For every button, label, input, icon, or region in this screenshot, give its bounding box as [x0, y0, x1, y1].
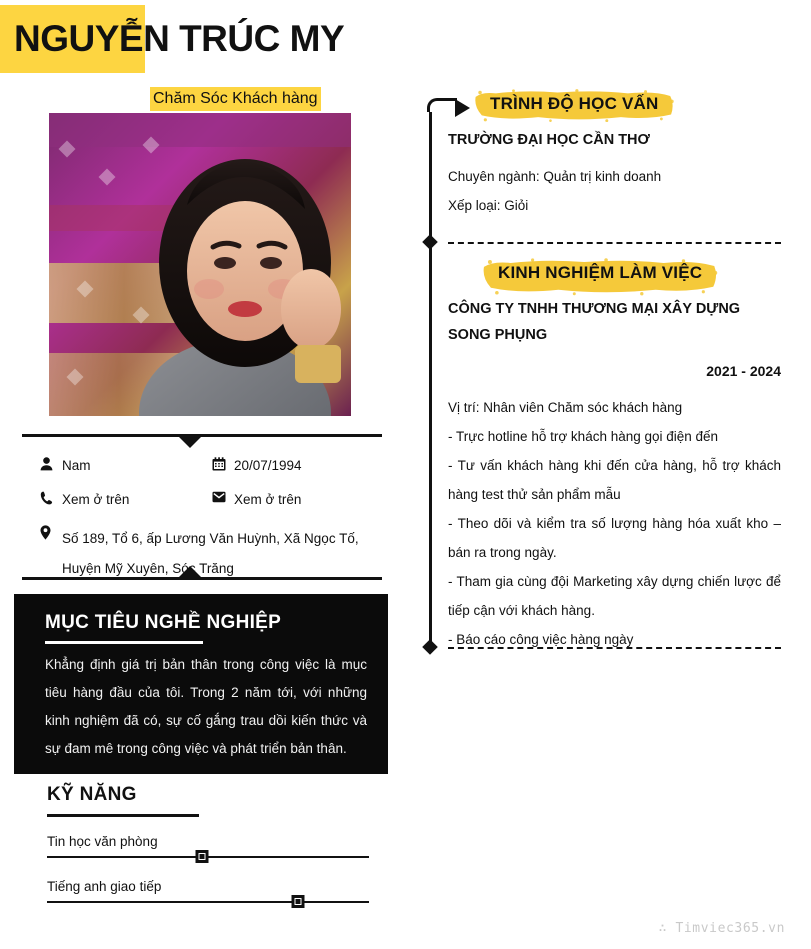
- objective-card: [14, 594, 388, 774]
- avatar: [49, 113, 351, 416]
- timeline-diamond-node: [422, 639, 438, 655]
- experience-position: Vị trí: Nhân viên Chăm sóc khách hàng: [448, 400, 683, 415]
- location-pin-icon: [40, 524, 62, 540]
- skill-label: Tin học văn phòng: [47, 834, 158, 849]
- contact-email: [212, 490, 301, 509]
- contact-address-value: Số 189, Tổ 6, ấp Lương Văn Huỳnh, Xã Ngọc Tố, Huyện Mỹ Xuyên, Sóc Trăng: [62, 531, 359, 576]
- contact-phone: [40, 490, 129, 509]
- contact-birthday-value: 20/07/1994: [234, 458, 302, 473]
- contact-phone-value: Xem ở trên: [62, 492, 130, 507]
- contact-birthday: [212, 456, 302, 475]
- page-title: NGUYỄN TRÚC MY: [14, 18, 345, 59]
- calendar-icon: [212, 456, 234, 471]
- experience-period: 2021 - 2024: [706, 363, 781, 379]
- envelope-icon: [212, 490, 234, 503]
- experience-duty-line: - Tư vấn khách hàng khi đến cửa hàng, hỗ trợ khách hàng test thử sản phẩm mẫu: [448, 458, 781, 502]
- contact-address: [40, 524, 367, 584]
- experience-duty-line: - Trực hotline hỗ trợ khách hàng gọi điện đến: [448, 429, 719, 444]
- timeline-diamond-node: [422, 234, 438, 250]
- objective-title: MỤC TIÊU NGHỀ NGHIỆP: [45, 612, 282, 633]
- contact-top-rule: [22, 434, 382, 437]
- contact-bottom-triangle: [179, 566, 201, 577]
- education-title: TRÌNH ĐỘ HỌC VẤN: [490, 94, 659, 113]
- skills-title-underline: [47, 814, 199, 817]
- experience-duty-line: - Báo cáo công việc hàng ngày: [448, 632, 634, 647]
- job-title: Chăm Sóc Khách hàng: [150, 87, 321, 111]
- skill-slider-track[interactable]: [47, 856, 369, 858]
- experience-duty-line: - Theo dõi và kiểm tra số lượng hàng hóa xuất kho – bán ra trong ngày.: [448, 516, 781, 560]
- contact-top-triangle: [179, 437, 201, 448]
- education-school: TRƯỜNG ĐẠI HỌC CẦN THƠ: [448, 132, 650, 148]
- education-section: [448, 89, 781, 220]
- contact-block: [22, 434, 382, 582]
- skill-slider-handle[interactable]: [292, 895, 305, 908]
- skill-item-0: [47, 832, 384, 858]
- skill-label: Tiếng anh giao tiếp: [47, 879, 162, 894]
- skill-slider-handle[interactable]: [195, 850, 208, 863]
- contact-email-value: Xem ở trên: [234, 492, 302, 507]
- contact-gender-value: Nam: [62, 458, 91, 473]
- skills-title: KỸ NĂNG: [47, 784, 137, 805]
- person-icon: [40, 456, 62, 471]
- watermark: ∴ Timviec365.vn: [658, 921, 785, 936]
- skill-item-1: [47, 877, 384, 903]
- contact-gender: [40, 456, 91, 475]
- objective-title-underline: [45, 641, 203, 644]
- experience-duties: [448, 422, 781, 654]
- education-grade: Xếp loại: Giỏi: [448, 198, 529, 213]
- timeline-dashed-divider: [448, 242, 781, 244]
- education-title-badge: [473, 89, 675, 120]
- objective-body: Khẳng định giá trị bản thân trong công việc là mục tiêu hàng đầu của tôi. Trong 2 năm tới, với những kinh nghiệm đã có, sự cố gắng trau dồi kiến thức và sự đam mê trong công việc và phát triển bản thân.: [45, 657, 367, 756]
- experience-title-badge: [481, 258, 719, 289]
- experience-duty-line: - Tham gia cùng đội Marketing xây dựng chiến lược để tiếp cận với khách hàng.: [448, 574, 781, 618]
- contact-bottom-rule: [22, 577, 382, 580]
- experience-title: KINH NGHIỆM LÀM VIỆC: [498, 263, 703, 282]
- phone-icon: [40, 490, 62, 505]
- experience-company: CÔNG TY TNHH THƯƠNG MẠI XÂY DỰNG SONG PHỤNG: [448, 301, 741, 343]
- experience-section: [448, 258, 781, 654]
- portrait-photo: [49, 113, 351, 416]
- timeline-vertical-line: [429, 112, 432, 652]
- skill-slider-track[interactable]: [47, 901, 369, 903]
- education-major: Chuyên ngành: Quản trị kinh doanh: [448, 169, 662, 184]
